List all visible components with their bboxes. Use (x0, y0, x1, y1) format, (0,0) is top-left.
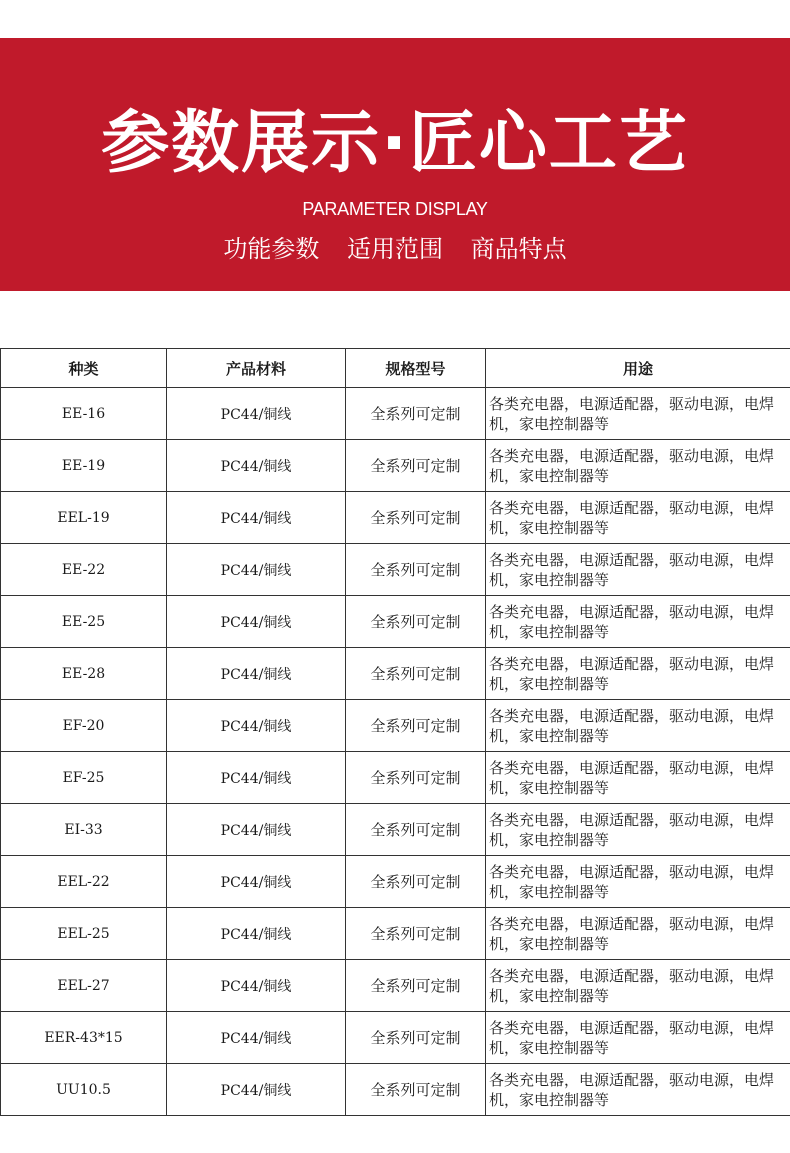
cell-type: EE-25 (1, 596, 167, 648)
cell-type: EE-28 (1, 648, 167, 700)
cell-spec: 全系列可定制 (346, 440, 486, 492)
cell-use: 各类充电器，电源适配器，驱动电源，电焊机，家电控制器等 (486, 1012, 790, 1064)
cell-type: EER-43*15 (1, 1012, 167, 1064)
cell-use: 各类充电器，电源适配器，驱动电源，电焊机，家电控制器等 (486, 960, 790, 1012)
cell-spec: 全系列可定制 (346, 960, 486, 1012)
cell-type: EE-16 (1, 388, 167, 440)
cell-type: EF-20 (1, 700, 167, 752)
table-row (1, 804, 790, 856)
header-spec: 规格型号 (346, 349, 486, 388)
cell-material: PC44/铜线 (167, 960, 346, 1012)
header-type: 种类 (1, 349, 167, 388)
cell-material: PC44/铜线 (167, 804, 346, 856)
cell-use: 各类充电器，电源适配器，驱动电源，电焊机，家电控制器等 (486, 596, 790, 648)
cell-use: 各类充电器，电源适配器，驱动电源，电焊机，家电控制器等 (486, 440, 790, 492)
cell-material: PC44/铜线 (167, 856, 346, 908)
cell-use: 各类充电器，电源适配器，驱动电源，电焊机，家电控制器等 (486, 856, 790, 908)
cell-spec: 全系列可定制 (346, 596, 486, 648)
cell-spec: 全系列可定制 (346, 1012, 486, 1064)
cell-type: EF-25 (1, 752, 167, 804)
page-subtitle: PARAMETER DISPLAY (302, 199, 488, 219)
cell-material: PC44/铜线 (167, 700, 346, 752)
cell-type: EE-22 (1, 544, 167, 596)
cell-type: EE-19 (1, 440, 167, 492)
cell-type: UU10.5 (1, 1064, 167, 1116)
cell-use: 各类充电器，电源适配器，驱动电源，电焊机，家电控制器等 (486, 700, 790, 752)
table-row (1, 856, 790, 908)
tag-function-params: 功能参数 (223, 235, 320, 263)
table-row (1, 388, 790, 440)
cell-type: EEL-19 (1, 492, 167, 544)
cell-material: PC44/铜线 (167, 1012, 346, 1064)
table-row (1, 596, 790, 648)
cell-type: EEL-27 (1, 960, 167, 1012)
cell-spec: 全系列可定制 (346, 388, 486, 440)
tag-application-scope: 适用范围 (347, 235, 443, 263)
table-row (1, 752, 790, 804)
header-use: 用途 (486, 349, 790, 388)
cell-material: PC44/铜线 (167, 752, 346, 804)
cell-spec: 全系列可定制 (346, 544, 486, 596)
cell-material: PC44/铜线 (167, 388, 346, 440)
cell-material: PC44/铜线 (167, 1064, 346, 1116)
cell-use: 各类充电器，电源适配器，驱动电源，电焊机，家电控制器等 (486, 804, 790, 856)
cell-material: PC44/铜线 (167, 544, 346, 596)
table-row (1, 960, 790, 1012)
cell-use: 各类充电器，电源适配器，驱动电源，电焊机，家电控制器等 (486, 752, 790, 804)
cell-spec: 全系列可定制 (346, 700, 486, 752)
cell-type: EI-33 (1, 804, 167, 856)
cell-use: 各类充电器，电源适配器，驱动电源，电焊机，家电控制器等 (486, 648, 790, 700)
cell-spec: 全系列可定制 (346, 856, 486, 908)
cell-use: 各类充电器，电源适配器，驱动电源，电焊机，家电控制器等 (486, 492, 790, 544)
page-title: 参数展示·匠心工艺 (101, 104, 689, 183)
parameter-table (0, 348, 790, 1116)
table-row (1, 908, 790, 960)
cell-material: PC44/铜线 (167, 440, 346, 492)
table-row (1, 648, 790, 700)
table-row (1, 440, 790, 492)
table-row (1, 1012, 790, 1064)
table-row (1, 544, 790, 596)
cell-material: PC44/铜线 (167, 648, 346, 700)
cell-use: 各类充电器，电源适配器，驱动电源，电焊机，家电控制器等 (486, 1064, 790, 1116)
table-row (1, 1064, 790, 1116)
cell-spec: 全系列可定制 (346, 648, 486, 700)
cell-spec: 全系列可定制 (346, 908, 486, 960)
cell-use: 各类充电器，电源适配器，驱动电源，电焊机，家电控制器等 (486, 544, 790, 596)
cell-material: PC44/铜线 (167, 492, 346, 544)
cell-spec: 全系列可定制 (346, 752, 486, 804)
cell-spec: 全系列可定制 (346, 492, 486, 544)
header-banner (0, 38, 790, 291)
cell-type: EEL-25 (1, 908, 167, 960)
cell-use: 各类充电器，电源适配器，驱动电源，电焊机，家电控制器等 (486, 908, 790, 960)
cell-material: PC44/铜线 (167, 908, 346, 960)
header-material: 产品材料 (167, 349, 346, 388)
cell-spec: 全系列可定制 (346, 804, 486, 856)
table-header-row (1, 349, 790, 388)
banner-tags (0, 233, 790, 265)
cell-spec: 全系列可定制 (346, 1064, 486, 1116)
cell-type: EEL-22 (1, 856, 167, 908)
tag-product-features: 商品特点 (470, 235, 567, 263)
table-row (1, 492, 790, 544)
cell-use: 各类充电器，电源适配器，驱动电源，电焊机，家电控制器等 (486, 388, 790, 440)
cell-material: PC44/铜线 (167, 596, 346, 648)
table-row (1, 700, 790, 752)
